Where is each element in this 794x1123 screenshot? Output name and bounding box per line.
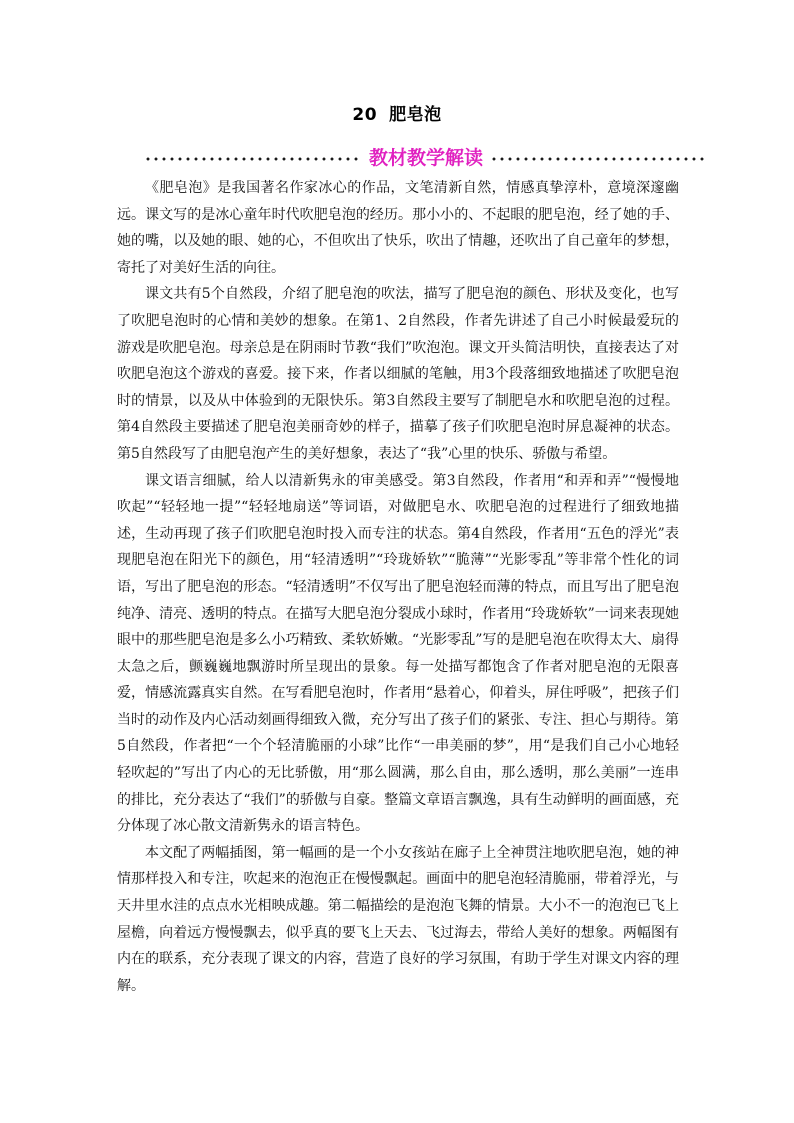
paragraph-1: 《肥皂泡》是我国著名作家冰心的作品，文笔清新自然，情感真挚淳朴，意境深邃幽远。课文写的是冰心童年时代吹肥皂泡的经历。那小小的、不起眼的肥皂泡，经了她的手、她的嘴，以及她的眼、她的心，不但吹出了快乐，吹出了情趣，还吹出了自己童年的梦想，寄托了对美好生活的向往。 xyxy=(117,180,679,276)
paragraph-2: 课文共有5个自然段，介绍了肥皂泡的吹法，描写了肥皂泡的颜色、形状及变化，也写了吹肥皂泡时的心情和美妙的想象。在第1、2自然段，作者先讲述了自己小时候最爱玩的游戏是吹肥皂泡。母亲总是在阴雨时节教“我们”吹泡泡。课文开头简洁明快，直接表达了对吹肥皂泡这个游戏的喜爱。接下来，作者以细腻的笔触，用3个段落细致地描述了吹肥皂泡时的情景，以及从中体验到的无限快乐。第3自然段主要写了制肥皂水和吹肥皂泡的过程。第4自然段主要描述了肥皂泡美丽奇妙的样子，描摹了孩子们吹肥皂泡时屏息凝神的状态。第5自然段写了由肥皂泡产生的美好想象，表达了“我”心里的快乐、骄傲与希望。 xyxy=(117,286,679,462)
dotted-divider-right xyxy=(490,157,706,161)
lesson-title: 肥皂泡 xyxy=(389,105,442,125)
section-header-label: 教材教学解读 xyxy=(368,147,483,169)
body-text xyxy=(117,175,679,999)
lesson-title-line xyxy=(0,100,794,125)
paragraph-3: 课文语言细腻，给人以清新隽永的审美感受。第3自然段，作者用“和弄和弄”“慢慢地吹起”“轻轻地一提”“轻轻地扇送”等词语，对做肥皂水、吹肥皂泡的过程进行了细致地描述，生动再现了孩子们吹肥皂泡时投入而专注的状态。第4自然段，作者用“五色的浮光”表现肥皂泡在阳光下的颜色，用“轻清透明”“玲珑娇软”“脆薄”“光影零乱”等非常个性化的词语，写出了肥皂泡的形态。“轻清透明”不仅写出了肥皂泡轻而薄的特点，而且写出了肥皂泡纯净、清亮、透明的特点。在描写大肥皂泡分裂成小球时，作者用“玲珑娇软”一词来表现她眼中的那些肥皂泡是多么小巧精致、柔软娇嫩。“光影零乱”写的是肥皂泡在吹得太大、扇得太急之后，颤巍巍地飘游时所呈现出的景象。每一处描写都饱含了作者对肥皂泡的无限喜爱，情感流露真实自然。在写看肥皂泡时，作者用“悬着心，仰着头，屏住呼吸”，把孩子们当时的动作及内心活动刻画得细致入微，充分写出了孩子们的紧张、专注、担心与期待。第5自然段，作者把“一个个轻清脆丽的小球”比作“一串美丽的梦”，用“是我们自己小心地轻轻吹起的”写出了内心的无比骄傲，用“那么圆满，那么自由，那么透明，那么美丽”一连串的排比，充分表达了“我们”的骄傲与自豪。整篇文章语言飘逸，具有生动鲜明的画面感，充分体现了冰心散文清新隽永的语言特色。 xyxy=(117,472,679,835)
paragraph-4: 本文配了两幅插图，第一幅画的是一个小女孩站在廊子上全神贯注地吹肥皂泡，她的神情那样投入和专注，吹起来的泡泡正在慢慢飘起。画面中的肥皂泡轻清脆丽，带着浮光，与天井里水洼的点点水光相映成趣。第二幅描绘的是泡泡飞舞的情景。大小不一的泡泡已飞上屋檐，向着远方慢慢飘去，似乎真的要飞上天去、飞过海去，带给人美好的想象。两幅图有内在的联系，充分表现了课文的内容，营造了良好的学习氛围，有助于学生对课文内容的理解。 xyxy=(117,844,679,994)
dotted-divider-left xyxy=(144,157,362,161)
section-header xyxy=(144,144,706,172)
lesson-number: 20 xyxy=(352,105,378,125)
